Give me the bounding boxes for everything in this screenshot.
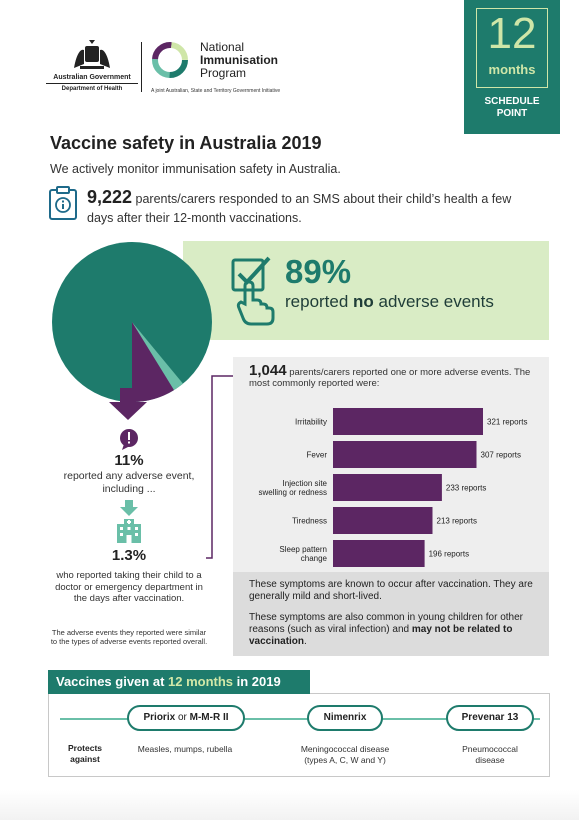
medical-text: who reported taking their child to a doctor or emergency department in the days after vaccination. [55,570,203,604]
no-adverse-text: reported no adverse events [285,292,494,311]
no-adverse-percent: 89% [285,253,352,290]
medical-percent: 1.3% [111,547,147,564]
coat-of-arms-icon [70,38,114,72]
medical-note: The adverse events they reported were similar to the types of adverse events reported overall. [50,628,208,646]
small-down-arrow-icon [120,500,138,516]
checkbox-hand-icon [231,256,275,326]
department-name: Department of Health [46,83,138,92]
bar-category-label: Tiredness [292,516,327,526]
bar-category-label: Irritability [294,417,327,427]
bar-category-label: Fever [306,450,327,460]
down-arrow-icon [109,388,147,420]
symptoms-common-text: These symptoms are also common in young children for other reasons (such as viral infection) and may not be related to vaccination. [249,612,524,647]
protects-nimenrix: Meningococcal disease (types A, C, W and Y) [300,744,390,765]
bar-category-label: Sleep pattern change [279,545,327,563]
gov-name: Australian Government [53,74,131,81]
bar-value-label: 321 reports [487,417,528,427]
responded-text: 9,222 parents/carers responded to an SMS about their child’s health a few days after their 12-month vaccinations. [87,187,512,225]
logo-divider [141,42,142,92]
reported-count: 1,044 [249,362,287,379]
bar-value-label: 196 reports [428,549,470,559]
nip-subtitle: A joint Australian, State and Territory Government Initiative [151,88,281,94]
adverse-text: reported any adverse event, including ... [63,470,195,495]
vaccines-banner: Vaccines given at 12 months in 2019 [48,670,310,694]
schedule-label: SCHEDULE POINT [484,96,540,119]
bar-0 [333,408,483,435]
page-title: Vaccine safety in Australia 2019 [50,133,322,153]
vaccine-pill-priorix: Priorix or M-M-R II [127,705,245,731]
adverse-events-pie [44,234,220,410]
nip-program-name: National Immunisation Program [200,40,279,80]
protects-against-label: Protects against [67,743,102,764]
protects-priorix: Measles, mumps, rubella [137,744,233,754]
responded-count: 9,222 [87,187,133,207]
nip-ring-logo-icon [150,40,190,80]
exclamation-bubble-icon [118,428,140,450]
australian-government-logo [46,38,138,92]
protects-prevenar: Pneumococcal disease [462,744,518,765]
schedule-point-badge [464,0,560,134]
hospital-icon [116,518,142,544]
bar-1 [333,441,477,468]
vaccine-pill-prevenar: Prevenar 13 [446,705,534,731]
bottom-fade [0,790,579,820]
bar-value-label: 307 reports [480,450,521,460]
bar-2 [333,474,442,501]
clipboard-info-icon [48,185,78,221]
bar-value-label: 233 reports [445,483,487,493]
bar-4 [333,540,425,567]
schedule-unit: months [488,62,536,77]
bar-3 [333,507,433,534]
bar-value-label: 213 reports [436,516,477,526]
bar-category-label: Injection site swelling or redness [258,479,327,497]
symptoms-mild-text: These symptoms are known to occur after vaccination. They are generally mild and short-lived. [249,579,533,602]
schedule-number: 12 [487,9,537,58]
vaccine-pill-nimenrix: Nimenrix [307,705,383,731]
symptoms-bar-chart [233,400,549,570]
reported-text: 1,044 parents/carers reported one or more adverse events. The most commonly reported were: [249,362,531,389]
page-subtitle: We actively monitor immunisation safety in Australia. [50,162,341,176]
adverse-percent: 11% [114,452,144,469]
